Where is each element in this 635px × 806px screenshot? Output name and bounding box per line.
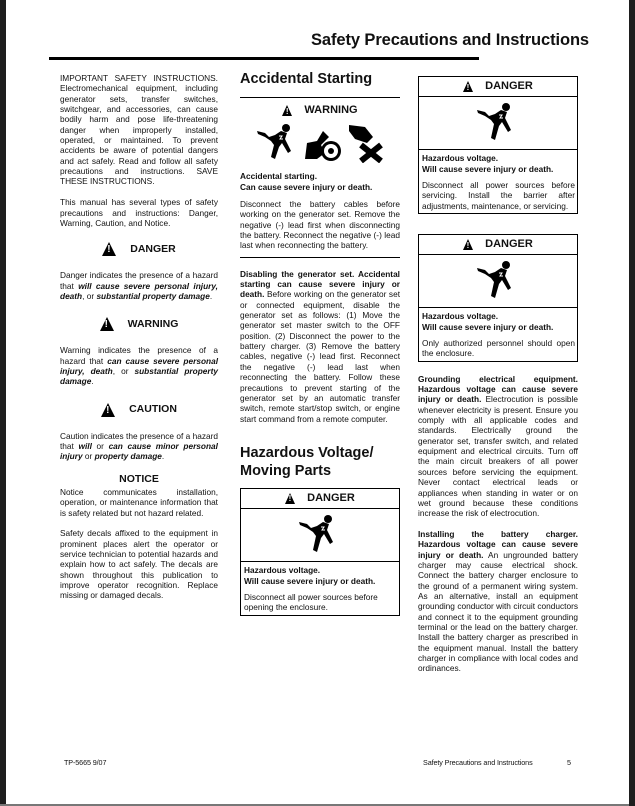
header-rule — [49, 57, 479, 60]
danger-box-image — [419, 255, 577, 308]
disabling-paragraph: Disabling the generator set. Accidental starting can cause severe injury or death. Before working on the generator set or connected equipment, disable the generator set as follows: (1) Move the generator set master switch to the OFF position. (2) Disconnect the power to the battery charger. (3) Remove the battery cables, negative (-) lead first. Reconnect the negative (-) lead last when reconnecting the battery. Follow these precautions to prevent starting of the generator set by an automatic transfer switch, remote start/stop switch, or engine start command from a remote computer. — [240, 268, 400, 424]
electrical-shock-icon — [475, 260, 521, 302]
section-title-hazardous-voltage: Hazardous Voltage/ Moving Parts — [240, 444, 374, 479]
danger-box-header: ! DANGER — [419, 235, 577, 255]
danger-box-body: Hazardous voltage. Will cause severe injury or death. Disconnect all power sources before opening the enclosure. — [244, 564, 378, 613]
warning-pictograms — [240, 119, 400, 167]
danger-definition: Danger indicates the presence of a hazard that will cause severe personal injury, death, or substantial property damage. — [60, 270, 218, 301]
danger-box-body: Hazardous voltage. Will cause severe injury or death. Disconnect all power sources before servicing. Install the barrier after adjustments, maintenance, or servicing. — [422, 153, 575, 211]
danger-box-servicing — [418, 76, 578, 214]
footer-section: Safety Precautions and Instructions — [423, 758, 533, 767]
warning-box-heading: Accidental starting. Can cause severe injury or death. — [240, 171, 373, 192]
moving-parts-icon — [303, 123, 343, 163]
danger-box-image — [419, 97, 577, 150]
rotating-fan-icon — [345, 123, 385, 163]
warning-triangle-icon — [100, 317, 114, 331]
section-title-accidental-starting: Accidental Starting — [240, 71, 373, 87]
column-2 — [240, 70, 400, 616]
notice-definition: Notice communicates installation, operation, or maintenance information that is safety related but not hazard related. — [60, 486, 218, 518]
intro-paragraph: IMPORTANT SAFETY INSTRUCTIONS. Electromechanical equipment, including generator sets, transfer switches, switchgear, and accessories, can cause bodily harm and pose life-threatening danger when improperly installed, operated, or maintained. To prevent accidents be aware of potential dangers and act safely. Read and follow all safety precautions and instructions. SAVE THESE INSTRUCTIONS. — [60, 73, 218, 187]
warning-triangle-icon — [282, 105, 292, 116]
warning-triangle-icon — [101, 403, 115, 417]
danger-box-header: ! DANGER — [241, 489, 399, 509]
footer-page-number: 5 — [567, 758, 571, 767]
column-3 — [418, 76, 578, 684]
warning-box-header: ! WARNING — [240, 105, 400, 116]
warning-triangle-icon — [463, 81, 473, 92]
page-header-title: Safety Precautions and Instructions — [311, 31, 589, 49]
column-1 — [60, 73, 218, 611]
caution-definition: Caution indicates the presence of a hazard that will or can cause minor personal injury or property damage. — [60, 430, 218, 462]
grounding-paragraph: Grounding electrical equipment. Hazardous voltage can cause severe injury or death. Electrocution is possible whenever electricity is present. Ensure you comply with all applicable codes and standards. Electrically ground the generator set, transfer switch, and related equipment and electrical circuits. Turn off the main circuit breakers of all power sources before servicing the equipment. Never contact electrical leads or appliances when standing in water or on wet ground because these conditions increase the risk of electrocution. — [418, 373, 578, 519]
electrical-shock-icon — [475, 102, 521, 144]
warning-triangle-icon — [285, 493, 295, 504]
section-rule — [240, 97, 400, 98]
warning-signal-word: ! WARNING — [60, 317, 218, 331]
electrical-shock-icon — [255, 123, 301, 163]
warning-definition: Warning indicates the presence of a hazard that can cause severe personal injury, death, or substantial property damage. — [60, 345, 218, 387]
types-intro-paragraph: This manual has several types of safety precautions and instructions: Danger, Warning, Caution, and Notice. — [60, 197, 218, 228]
warning-triangle-icon — [463, 239, 473, 250]
document-page — [6, 0, 629, 804]
section-rule — [240, 257, 400, 258]
footer-doc-id: TP-5665 9/07 — [64, 758, 107, 767]
decals-paragraph: Safety decals affixed to the equipment in prominent places alert the operator or service technician to potential hazards and explain how to act safely. The decals are shown throughout this publication to improve operator recognition. Replace missing or damaged decals. — [60, 528, 218, 601]
warning-triangle-icon — [102, 242, 116, 256]
danger-box-header: ! DANGER — [419, 77, 577, 97]
caution-signal-word: ! CAUTION — [60, 403, 218, 417]
electrical-shock-icon — [297, 514, 343, 556]
danger-signal-word: ! DANGER — [60, 242, 218, 256]
warning-box-text: Disconnect the battery cables before working on the generator set. Remove the negative (-) lead first when disconnecting the battery. Reconnect the negative (-) lead last when reconnecting the battery. — [240, 199, 400, 251]
danger-box-authorized-personnel — [418, 234, 578, 362]
notice-signal-word: NOTICE — [119, 472, 159, 485]
battery-charger-paragraph: Installing the battery charger. Hazardous voltage can cause severe injury or death. An ungrounded battery charger may cause electrical shock. Connect the battery charger enclosure to the ground of a permanent wiring system. As an alternative, install an equipment grounding conductor with circuit conductors and connect it to the equipment grounding terminal or the lead on the battery charger. Install the battery charger as prescribed in the equipment manual. Install the battery charger in compliance with local codes and ordinances. — [418, 528, 578, 674]
danger-box-body: Hazardous voltage. Will cause severe injury or death. Only authorized personnel should open the enclosure. — [422, 311, 575, 359]
danger-box-image — [241, 509, 399, 562]
danger-box-hazardous-voltage — [240, 488, 400, 616]
